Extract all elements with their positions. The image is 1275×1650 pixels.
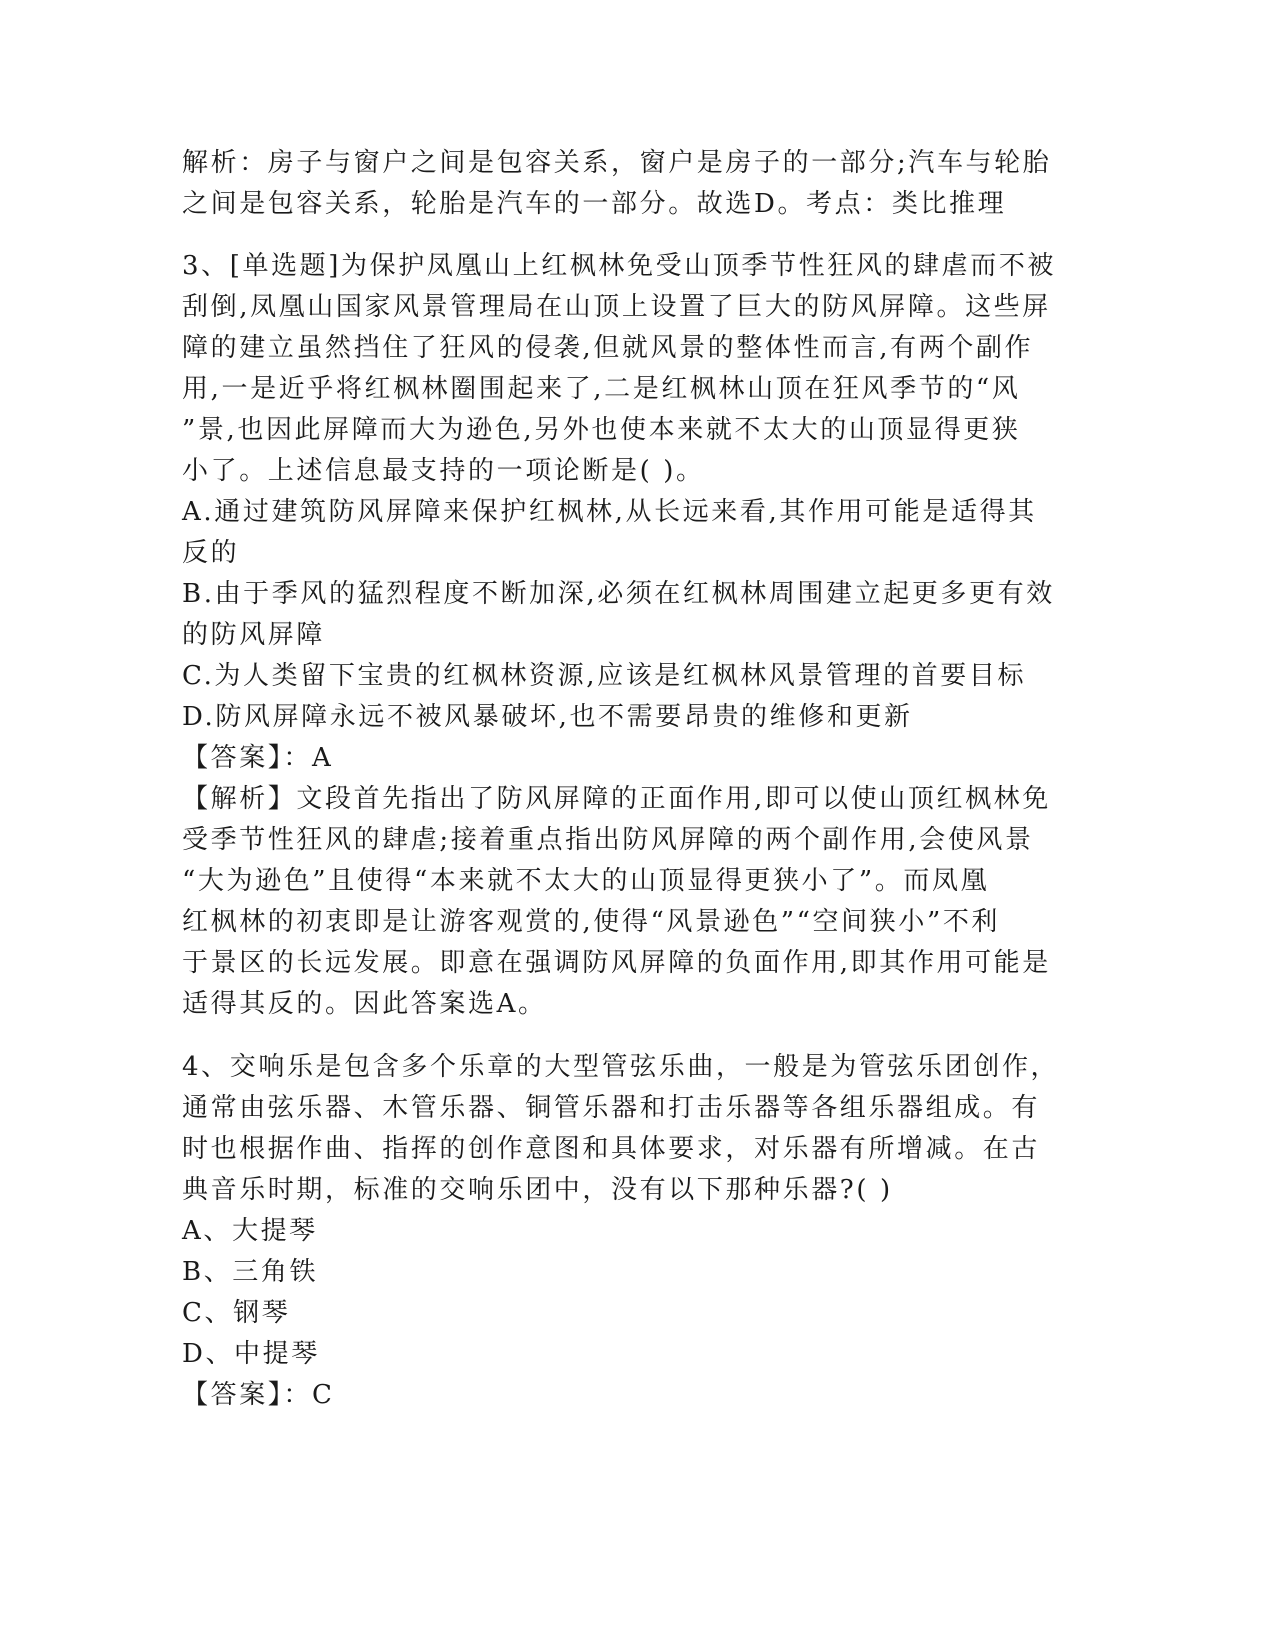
q3-option-a-cont: 反的 (182, 538, 240, 568)
q3-analysis-line: 于景区的长远发展。即意在强调防风屏障的负面作用,即其作用可能是 (182, 948, 1051, 978)
q3-analysis-line: 受季节性狂风的肆虐;接着重点指出防风屏障的两个副作用,会使风景 (182, 825, 1034, 855)
q4-stem-line: 4、交响乐是包含多个乐章的大型管弦乐曲，一般是为管弦乐团创作， (182, 1052, 1060, 1082)
q4-option-a: A、大提琴 (182, 1216, 318, 1246)
q2-explanation-line: 解析：房子与窗户之间是包容关系，窗户是房子的一部分;汽车与轮胎 (182, 148, 1052, 178)
q3-analysis-line: 红枫林的初衷即是让游客观赏的,使得“风景逊色”“空间狭小”不利 (182, 907, 1001, 937)
q4-option-b: B、三角铁 (182, 1257, 319, 1287)
q3-stem-line: 小了。上述信息最支持的一项论断是( )。 (182, 456, 705, 486)
q4-option-d: D、中提琴 (182, 1339, 320, 1369)
q3-analysis-line: “大为逊色”且使得“本来就不太大的山顶显得更狭小了”。而凤凰 (182, 866, 990, 896)
q3-stem-line: ”景,也因此屏障而大为逊色,另外也使本来就不太大的山顶显得更狭 (182, 415, 1021, 445)
q3-stem-line: 障的建立虽然挡住了狂风的侵袭,但就风景的整体性而言,有两个副作 (182, 333, 1034, 363)
q3-option-c: C.为人类留下宝贵的红枫林资源,应该是红枫林风景管理的首要目标 (182, 661, 1027, 691)
q3-option-b: B.由于季风的猛烈程度不断加深,必须在红枫林周围建立起更多更有效 (182, 579, 1055, 609)
q4-option-c: C、钢琴 (182, 1298, 291, 1328)
q4-stem-line: 典音乐时期，标准的交响乐团中，没有以下那种乐器?( ) (182, 1175, 893, 1205)
q3-analysis-line: 适得其反的。因此答案选A。 (182, 989, 547, 1019)
q3-option-a: A.通过建筑防风屏障来保护红枫林,从长远来看,其作用可能是适得其 (182, 497, 1037, 527)
q3-stem-line: 刮倒,凤凰山国家风景管理局在山顶上设置了巨大的防风屏障。这些屏 (182, 292, 1051, 322)
q4-answer: 【答案】：C (182, 1380, 335, 1410)
q3-analysis-line: 【解析】文段首先指出了防风屏障的正面作用,即可以使山顶红枫林免 (182, 784, 1051, 814)
q3-answer: 【答案】：A (182, 743, 334, 773)
q3-stem-line: 用,一是近乎将红枫林圈围起来了,二是红枫林山顶在狂风季节的“风 (182, 374, 1021, 404)
q3-stem-line: 3、[单选题]为保护凤凰山上红枫林免受山顶季节性狂风的肆虐而不被 (182, 251, 1057, 281)
q2-explanation-line: 之间是包容关系，轮胎是汽车的一部分。故选D。考点：类比推理 (182, 189, 1007, 219)
q3-option-b-cont: 的防风屏障 (182, 620, 326, 650)
q4-stem-line: 通常由弦乐器、木管乐器、铜管乐器和打击乐器等各组乐器组成。有 (182, 1093, 1041, 1123)
q4-stem-line: 时也根据作曲、指挥的创作意图和具体要求，对乐器有所增减。在古 (182, 1134, 1041, 1164)
q3-option-d: D.防风屏障永远不被风暴破坏,也不需要昂贵的维修和更新 (182, 702, 913, 732)
